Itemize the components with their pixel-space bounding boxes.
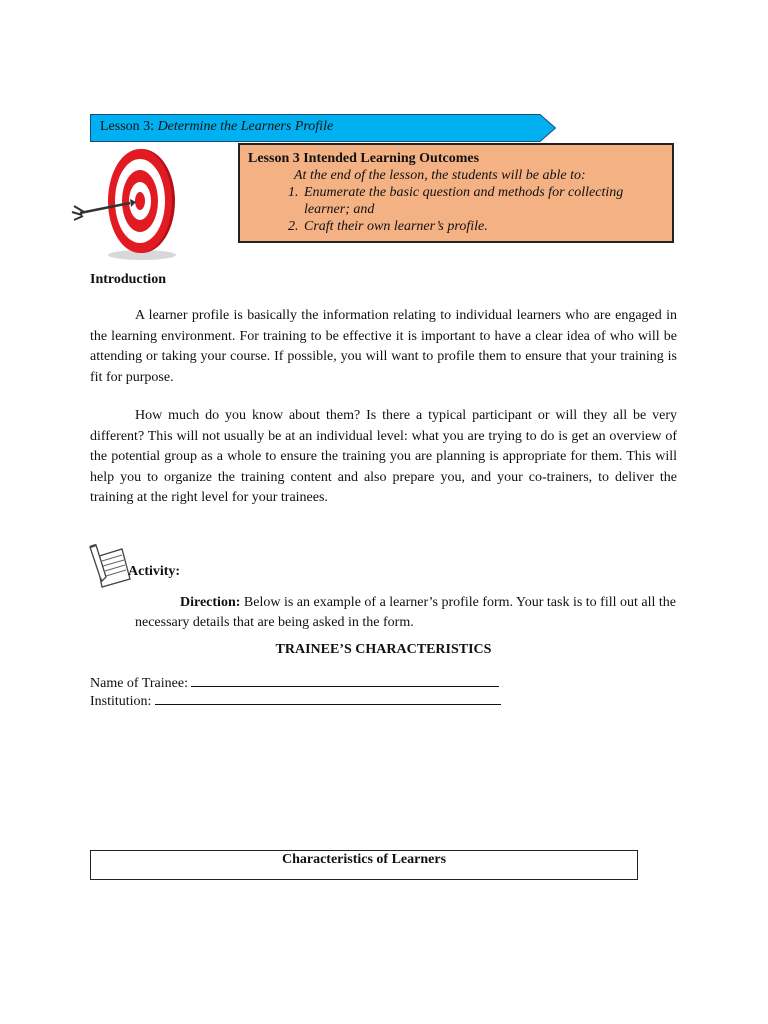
- outcome-item: 2. Craft their own learner’s profile.: [302, 218, 664, 235]
- target-arrow-icon: [70, 143, 185, 261]
- outcome-item: 1. Enumerate the basic question and methods for collecting learner; and: [302, 184, 664, 218]
- lesson-banner: [90, 114, 556, 142]
- institution-field: [90, 690, 501, 711]
- institution-blank[interactable]: [155, 690, 501, 705]
- activity-direction: [135, 593, 677, 633]
- banner-text: [100, 119, 333, 135]
- characteristics-label: Characteristics of Learners: [281, 852, 447, 867]
- activity-label: Activity:: [128, 564, 181, 579]
- direction-label: Direction:: [180, 595, 241, 610]
- direction-text: Below is an example of a learner’s profile form. Your task is to fill out all the necessary details that are being asked in the form.: [135, 595, 676, 630]
- learning-outcomes-box: [238, 143, 674, 243]
- name-of-trainee-blank[interactable]: [191, 672, 499, 687]
- notepad-pencil-icon: [88, 543, 132, 589]
- banner-prefix: Lesson 3:: [100, 119, 158, 134]
- name-of-trainee-label: Name of Trainee:: [90, 676, 192, 691]
- characteristics-of-learners-box: [90, 850, 638, 880]
- introduction-paragraph-2: How much do you know about them? Is there a typical participant or will they all be very different? This will not usually be at an individual level: what you are trying to do is get an overview of the potential group as a whole to ensure the training you are planning is appropriate for them. This will help you to organize the training content and also prepare you, and your co-trainers, to deliver the training at the right level for your trainees.: [90, 408, 677, 505]
- introduction-paragraph-1: A learner profile is basically the information relating to individual learners who are engaged in the learning environment. For training to be effective it is important to have a clear idea of who will be attending or taking your course. If possible, you will want to profile them to ensure that your training is fit for purpose.: [90, 308, 677, 385]
- outcomes-list: [248, 184, 664, 235]
- institution-label: Institution:: [90, 694, 155, 709]
- form-title: TRAINEE’S CHARACTERISTICS: [275, 642, 492, 657]
- introduction-heading: Introduction: [90, 272, 166, 287]
- banner-title: Determine the Learners Profile: [157, 119, 334, 134]
- outcomes-title: Lesson 3 Intended Learning Outcomes: [248, 151, 480, 166]
- outcomes-lead: At the end of the lesson, the students will be able to:: [294, 168, 586, 183]
